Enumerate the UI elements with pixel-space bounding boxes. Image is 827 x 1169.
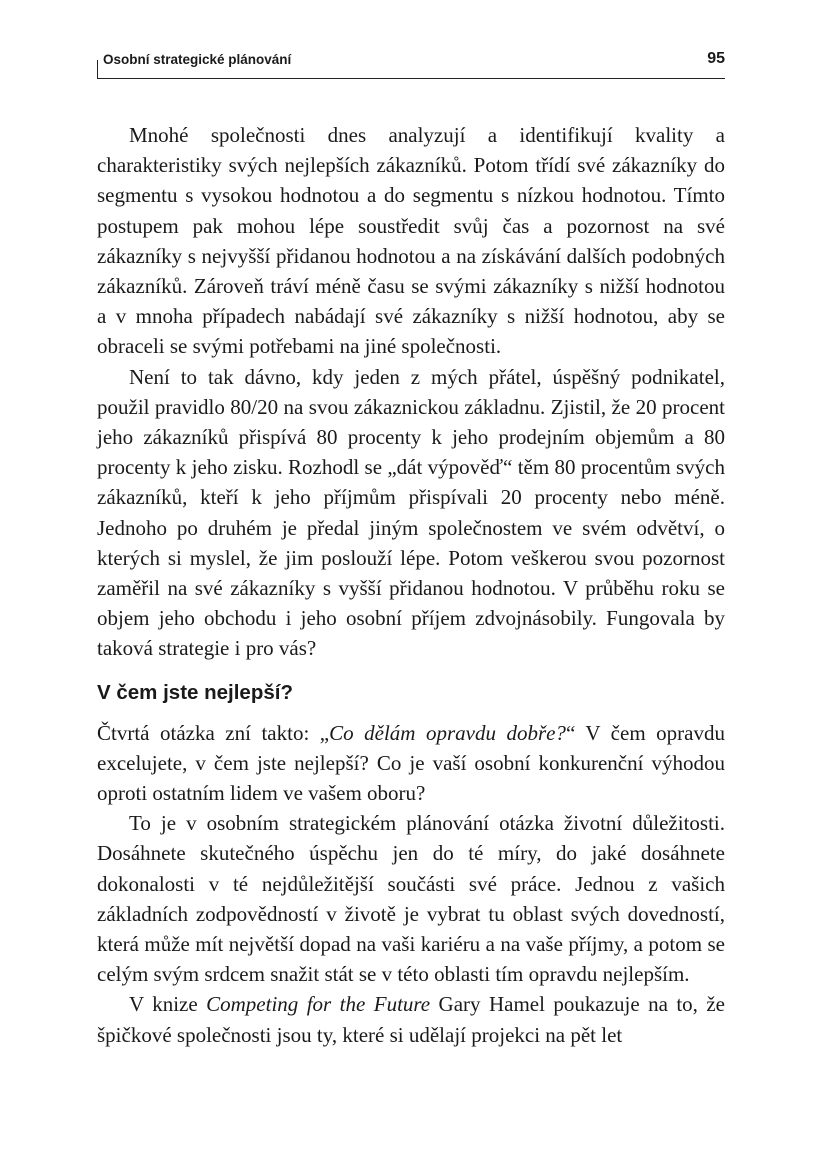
paragraph-text: “ V čem opravdu excelujete, v čem jste nejlepší? Co je vaší osobní konkurenční výhodou oproti ostatním lidem ve vašem oboru? — [97, 720, 725, 806]
book-title: Competing for the Future — [206, 992, 431, 1017]
section-heading: V čem jste nejlepší? — [97, 680, 293, 704]
header-vertical-rule — [97, 60, 98, 79]
paragraph — [97, 718, 725, 809]
paragraph: Není to tak dávno, kdy jeden z mých přátel, úspěšný podnikatel, použil pravidlo 80/20 na svou zákaznickou základnu. Zjistil, že 20 procent jeho zákazníků přispívá 80 procenty k jeho prodejním objemům a 80 procenty k jeho zisku. Rozhodl se „dát výpověď“ těm 80 procentům svých zákazníků, kteří k jeho příjmům přispívali 20 procenty nebo méně. Jednoho po druhém je předal jiným společnostem ve svém odvětví, o kterých si myslel, že jim poslouží lépe. Potom veškerou svou pozornost zaměřil na své zákazníky s vyšší přidanou hodnotou. V průběhu roku se objem jeho obchodu i jeho osobní příjem zdvojnásobily. Fungovala by taková strategie i pro vás? — [97, 364, 725, 661]
body-text — [97, 120, 725, 1050]
paragraph-text: V knize — [129, 992, 207, 1017]
paragraph-text: Gary Hamel poukazuje na to, že špičkové společnosti jsou ty, které si udělají projekci na pět let — [97, 992, 725, 1047]
paragraph: Mnohé společnosti dnes analyzují a identifikují kvality a charakteristiky svých nejlepších zákazníků. Potom třídí své zákazníky do segmentu s vysokou hodnotou a do segmentu s nízkou hodnotou. Tímto postupem pak mohou lépe soustředit svůj čas a pozornost na své zákazníky s nejvyšší přidanou hodnotou a na získávání dalších podobných zákazníků. Zároveň tráví méně času se svými zákazníky s nižší hodnotou a v mnoha případech nabádají své zákazníky s nižší hodnotou, aby se obraceli se svými potřebami na jiné společnosti. — [97, 123, 725, 359]
page-number: 95 — [707, 50, 725, 67]
running-header — [97, 52, 725, 80]
paragraph — [97, 989, 725, 1049]
running-header-title: Osobní strategické plánování — [103, 52, 292, 67]
italic-quote: Co dělám opravdu dobře? — [329, 720, 566, 745]
header-horizontal-rule — [97, 78, 725, 79]
paragraph-text: Čtvrtá otázka zní takto: „ — [97, 720, 330, 745]
paragraph: To je v osobním strategickém plánování otázka životní důležitosti. Dosáhnete skutečného úspěchu jen do té míry, do jaké dosáhnete dokonalosti v té nejdůležitější součásti své práce. Jednou z vašich základních zodpovědností v životě je vybrat tu oblast svých dovedností, která může mít největší dopad na vaši kariéru a na vaše příjmy, a potom se celým svým srdcem snažit stát se v této oblasti tím opravdu nejlepším. — [97, 811, 725, 987]
